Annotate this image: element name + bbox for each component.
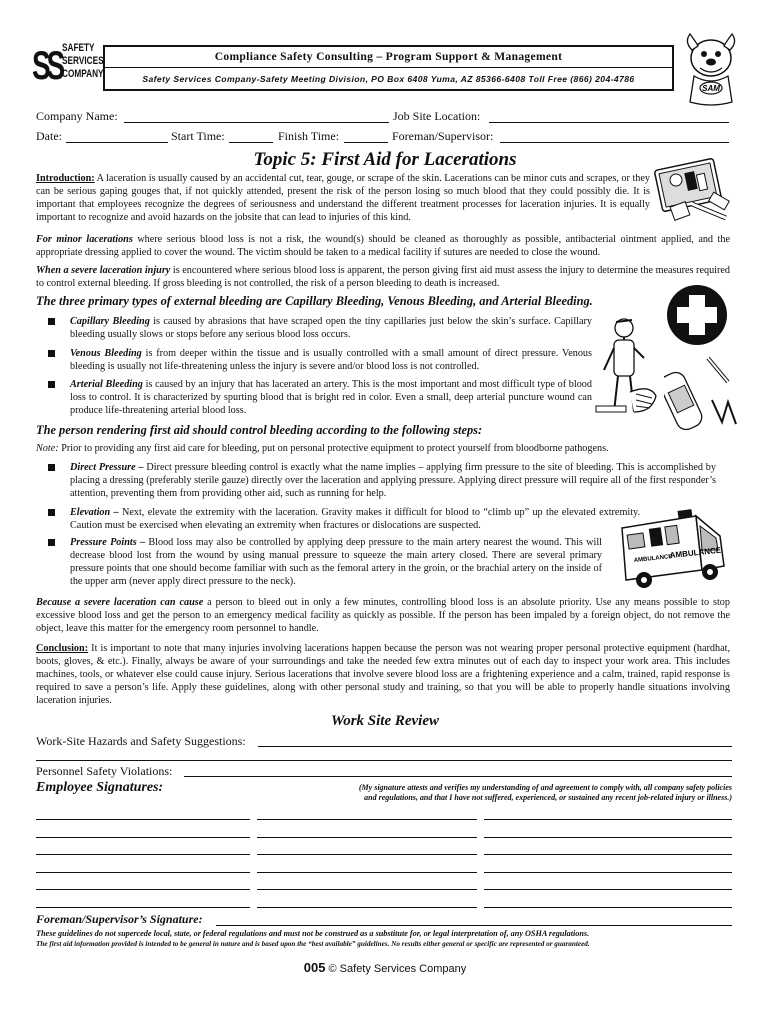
- ambulance-label-main: AMBULANCE: [669, 545, 722, 560]
- employee-signature-field[interactable]: [484, 907, 732, 908]
- header-banner: [103, 45, 674, 91]
- hazards-field[interactable]: [258, 746, 732, 747]
- employee-signature-field[interactable]: [484, 854, 732, 855]
- employee-signature-field[interactable]: [36, 819, 250, 820]
- arterial-label: Arterial Bleeding: [70, 379, 143, 390]
- employee-signature-field[interactable]: [257, 872, 477, 873]
- intro-label: Introduction:: [36, 173, 95, 184]
- mascot-tag: SAM: [702, 84, 720, 93]
- page-number: 005: [303, 960, 326, 975]
- bullet-square: [48, 509, 55, 516]
- because-paragraph: [36, 596, 730, 635]
- arterial-text: is caused by an injury that has lacerated an artery. This is the most important and most difficult type of blood loss to control. It is characterized by spurting blood that is bright red in color. Even a small, deep arterial puncture wound can produce life-threatening arterial blood loss.: [70, 379, 592, 416]
- attest-line-1: (My signature attests and verifies my understanding of and agreement to comply with, all company safety policies: [358, 783, 732, 792]
- employee-signature-field[interactable]: [257, 819, 477, 820]
- conclusion-label: Conclusion:: [36, 643, 89, 654]
- footer-copyright: © Safety Services Company: [328, 963, 467, 975]
- violations-label: Personnel Safety Violations:: [36, 764, 173, 778]
- logo-word-safety: SAFETY: [62, 42, 95, 54]
- types-heading: The three primary types of external bleeding are Capillary Bleeding, Venous Bleeding, and Arterial Bleeding.: [36, 294, 593, 308]
- employee-signature-field[interactable]: [257, 889, 477, 890]
- direct-pressure-text: Direct pressure bleeding control is exactly what the name implies – applying firm pressure to the site of bleeding. This is accomplished by placing a dressing (preferably sterile gauze) directly over the laceration and applying pressure. Applying direct pressure will require all of the first responder’s attention, preventing them from providing other aid, such as running for help.: [70, 462, 716, 499]
- bandage-image: [664, 352, 744, 436]
- logo-word-services: SERVICES: [62, 55, 104, 67]
- employee-signature-field[interactable]: [36, 889, 250, 890]
- page-title: Topic 5: First Aid for Lacerations: [253, 149, 517, 170]
- severe-label: When a severe laceration injury: [36, 265, 171, 276]
- elevation-item: [70, 506, 640, 532]
- conclusion-text: It is important to note that many injuries involving lacerations happen because the person was not wearing proper personal protective equipment (hardhat, boots, gloves, & etc.). Finally, always be aware of your surroundings and take the needed few extra minutes out of each day to inspect your work area. This includes machines, tools, or whatever else could cause injury. Serious lacerations that involve severe blood loss are a frightening experience and a calm, trained, rapid response is required to save a person’s life. Apply these guidelines, along with other personal study and training, so that you will be able to properly handle situations involving laceration injuries.: [36, 643, 730, 706]
- start-time-label: Start Time:: [171, 129, 225, 143]
- attest-line-2: and regulations, and that I have not suffered, experienced, or sustained any recent job-related injury or illness.): [364, 793, 732, 802]
- intro-text: A laceration is usually caused by an accidental cut, tear, gouge, or scrape of the skin. Lacerations can be minor cuts and scrapes, or they can be serious gaping gouges that, if not quickly attended, present the risk of the person losing so much blood that they could possibly die. It is important that employees recognize the degrees of seriousness and understand the different treatment processes for laceration injuries. It is equally important to recognize and avoid hazards on the jobsite that can lead to injuries of this kind.: [36, 173, 650, 223]
- foreman-field[interactable]: [500, 142, 729, 143]
- employee-signature-field[interactable]: [257, 837, 477, 838]
- employee-signature-field[interactable]: [36, 854, 250, 855]
- employee-signature-field[interactable]: [36, 837, 250, 838]
- medical-cross-icon: [665, 283, 729, 347]
- ambulance-image: [610, 506, 732, 596]
- company-name-field[interactable]: [124, 122, 389, 123]
- severe-text: is encountered where serious blood loss is apparent, the person giving first aid must assess the injury to determine the measures required to control external bleeding. If gross bleeding is not controlled, the risk of a person bleeding to death is increased.: [36, 265, 730, 289]
- venous-item: [70, 347, 592, 373]
- intro-paragraph: [36, 172, 650, 224]
- elevation-text: Next, elevate the extremity with the laceration. Gravity makes it difficult for blood to “climb up” up the elevated extremity. Caution must be exercised when elevating an extremity when fractures or dislocations are suspected.: [70, 507, 641, 531]
- start-time-field[interactable]: [229, 142, 273, 143]
- foreman-signature-label: Foreman/Supervisor’s Signature:: [36, 912, 203, 926]
- because-label: Because a severe laceration can cause: [36, 597, 204, 608]
- bullet-square: [48, 318, 55, 325]
- company-name-label: Company Name:: [36, 109, 118, 123]
- injured-person-image: [594, 312, 674, 422]
- bullet-square: [48, 350, 55, 357]
- arterial-item: [70, 378, 592, 417]
- minor-text: where serious blood loss is not a risk, the wound(s) should be cleaned as thoroughly as possible, antibacterial ointment applied, and the appropriate dressing applied to cover the wound. The victim should be taken to a medical facility if sutures are needed to close the wound.: [36, 234, 730, 258]
- foreman-label: Foreman/Supervisor:: [392, 129, 494, 143]
- bullet-square: [48, 381, 55, 388]
- ambulance-label-side: AMBULANCE: [633, 553, 673, 564]
- capillary-item: [70, 315, 592, 341]
- steps-heading: The person rendering first aid should control bleeding according to the following steps:: [36, 423, 483, 437]
- disclaimer-line-1: These guidelines do not supercede local, state, or federal regulations and must not be construed as a substitute for, or legal interpretation of, any OSHA regulations.: [36, 929, 590, 938]
- direct-pressure-item: [70, 461, 716, 500]
- note-paragraph: [36, 442, 730, 455]
- violations-field[interactable]: [184, 776, 732, 777]
- employee-signatures-label: Employee Signatures:: [36, 780, 164, 795]
- employee-signature-field[interactable]: [36, 872, 250, 873]
- pressure-points-label: Pressure Points –: [70, 537, 146, 548]
- employee-signature-field[interactable]: [484, 819, 732, 820]
- note-text: Prior to providing any first aid care for bleeding, put on personal protective equipment to protect yourself from bloodborne pathogens.: [58, 443, 609, 454]
- capillary-label: Capillary Bleeding: [70, 316, 150, 327]
- finish-time-field[interactable]: [344, 142, 388, 143]
- bullet-square: [48, 464, 55, 471]
- mascot-bulldog-image: [680, 28, 742, 108]
- employee-signature-field[interactable]: [484, 889, 732, 890]
- because-text: a person to bleed out in only a few minutes, controlling blood loss is an absolute priority. Use any means possible to stop excessive blood loss and get the person to an emergency medical facility as quickly as possible. If the person has been impaled by a foreign object, do not remove the object, leave this matter for the emergency room personnel to handle.: [36, 597, 730, 634]
- banner-subtitle: Safety Services Company-Safety Meeting Division, PO Box 6408 Yuma, AZ 85366-6408 Toll Free (866) 204-4786: [142, 74, 635, 84]
- banner-title: Compliance Safety Consulting – Program Support & Management: [105, 47, 672, 68]
- finish-time-label: Finish Time:: [278, 129, 340, 143]
- venous-label: Venous Bleeding: [70, 348, 142, 359]
- employee-signature-field[interactable]: [484, 837, 732, 838]
- pressure-points-text: Blood loss may also be controlled by applying deep pressure to the main artery nearest the wound. This will decrease blood lost from the wound by using manual pressure to squeeze the main artery closed. There are several primary pressure points that one should become familiar with such as the femoral artery in the groin, or the brachial artery on the inside of the upper arm (never apply direct pressure to the neck).: [70, 537, 603, 587]
- foreman-signature-field[interactable]: [216, 925, 732, 926]
- pressure-points-item: [70, 536, 602, 588]
- venous-text: is from deeper within the tissue and is usually controlled with a small amount of direct pressure. Venous bleeding is usually not life-threatening unless the injury is severe and/or blood loss is not controlled.: [70, 348, 592, 372]
- work-site-review-title: Work Site Review: [330, 713, 440, 729]
- disclaimer-line-2: The first aid information provided is intended to be general in nature and is based upon the “best available” guidelines. No results either general or specific are represented or guaranteed.: [36, 940, 590, 948]
- company-name-row: [36, 109, 118, 124]
- capillary-text: is caused by abrasions that have scraped open the tiny capillaries just below the skin’s surface. Capillary bleeding usually slows or stops before any serious blood loss occurs.: [70, 316, 593, 340]
- employee-signature-field[interactable]: [484, 872, 732, 873]
- attest-text: [258, 783, 732, 803]
- hazards-label: Work-Site Hazards and Safety Suggestions:: [36, 734, 246, 748]
- hazards-field-line2[interactable]: [36, 760, 732, 761]
- page-footer: [0, 960, 770, 975]
- note-label: Note:: [36, 443, 59, 454]
- elevation-label: Elevation –: [70, 507, 119, 518]
- minor-label: For minor lacerations: [36, 234, 133, 245]
- bullet-square: [48, 539, 55, 546]
- company-logo: [32, 40, 104, 94]
- logo-word-company: COMPANY: [62, 68, 104, 80]
- job-site-field[interactable]: [489, 122, 729, 123]
- minor-paragraph: [36, 233, 730, 259]
- conclusion-paragraph: [36, 642, 730, 707]
- disclaimer: [36, 929, 736, 949]
- logo-ss: SS: [32, 44, 61, 88]
- date-label: Date:: [36, 129, 62, 143]
- employee-signature-field[interactable]: [36, 907, 250, 908]
- direct-pressure-label: Direct Pressure –: [70, 462, 144, 473]
- job-site-label: Job Site Location:: [393, 109, 481, 123]
- date-field[interactable]: [66, 142, 168, 143]
- employee-signature-field[interactable]: [257, 907, 477, 908]
- employee-signature-field[interactable]: [257, 854, 477, 855]
- first-aid-kit-image: [652, 146, 734, 226]
- severe-paragraph: [36, 264, 730, 290]
